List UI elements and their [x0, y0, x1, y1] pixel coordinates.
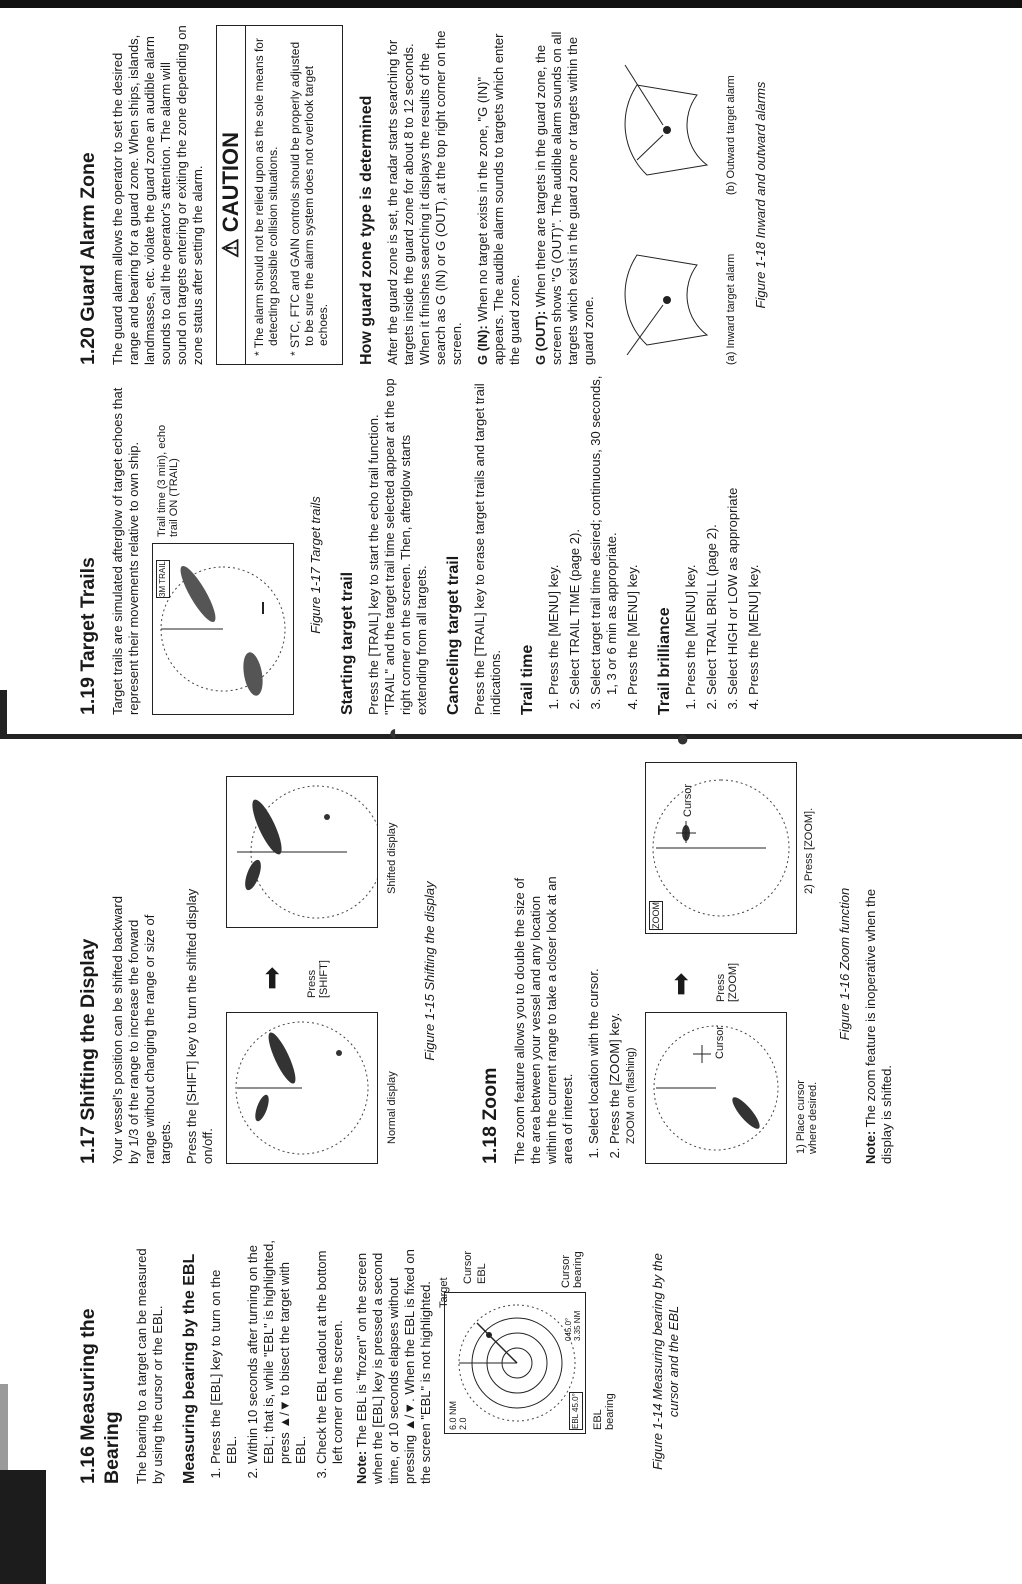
figure-alarms [607, 25, 747, 365]
radar-screen-zoomed [645, 762, 797, 934]
figure-caption: Figure 1-16 Zoom function [837, 887, 852, 1041]
shifted-label: Shifted display [386, 822, 398, 894]
figure-caption: Figure 1-14 Measuring bearing by the cursor and the EBL [650, 1253, 681, 1470]
trails-diagram [153, 544, 293, 714]
binding-hole-icon: ● [676, 726, 690, 751]
section-title: 1.16 Measuring the Bearing [77, 1308, 123, 1484]
note: Note: The zoom feature is inoperative when the display is shifted. [863, 888, 894, 1164]
steps-list [586, 694, 623, 1164]
press-shift-label: Press [SHIFT] [306, 960, 330, 998]
inward-label: (a) Inward target alarm [725, 253, 737, 365]
shifted-display-diagram [227, 777, 377, 927]
paragraph: After the guard zone is set, the radar starts searching for targets inside the guard zone for about 8 to 12 seconds. When it finishes searching it displays the results of the search as G (IN) or G (OUT), at the top right corner on the screen. [385, 30, 464, 365]
figure-zoom [625, 694, 831, 1164]
arrow-icon: ➡ [665, 972, 696, 996]
binding-hole-icon: ◖ [386, 720, 400, 745]
figure-caption: Figure 1-18 Inward and outward alarms [753, 81, 768, 309]
normal-display-diagram [227, 1013, 377, 1163]
paragraph: G (OUT): When there are targets in the guard zone, the screen shows "G (OUT)". The audible alarm sounds on all targets which exist in the guard zone or targets within the guard zone. [533, 31, 596, 365]
figure-shift [226, 694, 416, 1164]
figure-trails [152, 375, 302, 715]
caution-body [246, 26, 342, 364]
caution-box [216, 25, 343, 365]
list-item: 3. Check the EBL readout at the bottom left corner on the screen. [314, 1239, 346, 1464]
subsection-title: Canceling target trail [445, 555, 462, 715]
rings-label: 2.0 [458, 1417, 468, 1430]
section-title: 1.18 Zoom [479, 1067, 501, 1164]
target-label: Target [438, 1277, 450, 1308]
steps-list [546, 375, 641, 715]
section-title: 1.19 Target Trails [77, 557, 99, 715]
column-1-19 [36, 375, 770, 715]
paragraph: The zoom feature allows you to double the size of the area between your vessel and any location within the current range to take a closer look at an area of interest. [512, 876, 575, 1164]
zoom-badge: ZOOM [651, 902, 661, 929]
list-item: 2. Select TRAIL TIME (page 2). [567, 375, 583, 695]
subsection-title: How guard zone type is determined [358, 95, 375, 365]
radar-rings-diagram [445, 1293, 585, 1433]
subsection-title: Trail brilliance [656, 607, 673, 715]
list-item: 3. Select HIGH or LOW as appropriate [725, 375, 741, 695]
step2-label: 2) Press [ZOOM]. [803, 807, 815, 894]
range-label: 6.0 NM [448, 1400, 458, 1430]
column-1-17 [36, 694, 905, 1164]
list-item: 2. Select TRAIL BRILL (page 2). [704, 375, 720, 695]
paragraph: G (IN): When no target exists in the zone, "G (IN)" appears. The audible alarm sounds to targets which enter the guard zone. [475, 33, 522, 365]
outward-label: (b) Outward target alarm [725, 75, 737, 195]
ebl-readout: EBL 45.0° [569, 1392, 583, 1430]
ebl-label: EBL [476, 1263, 488, 1284]
alarm-zones-diagram [607, 35, 717, 365]
cursor-label: Cursor [682, 783, 694, 817]
step1-label: 1) Place cursor where desired. [795, 1080, 819, 1154]
ebl-bearing-label: EBL bearing [592, 1393, 616, 1430]
figure-caption: Figure 1-17 Target trails [308, 496, 323, 634]
paragraph: The bearing to a target can be measured by using the cursor or the EBL. [134, 1248, 165, 1484]
figure-bearing [438, 1239, 644, 1484]
paragraph: Press the [SHIFT] key to turn the shifted display on/off. [184, 888, 215, 1164]
cursor-bearing-label: Cursor bearing [560, 1251, 584, 1288]
list-item: 2. Within 10 seconds after turning on the EBL; that is, while "EBL" is highlighted, press ▲/▼ to bisect the target with EBL. [245, 1239, 309, 1464]
page-right [0, 0, 768, 735]
steps-list [683, 375, 762, 715]
after-zoom-diagram [646, 763, 796, 933]
note: Note: The EBL is "frozen" on the screen when the [EBL] key is pressed a second time, or 10 seconds elapses without pressing ▲/▼. When the EBL is fixed on the screen "EBL" is not highlighted. [354, 1249, 433, 1484]
radar-screen-normal [226, 1012, 378, 1164]
list-item: 1. Press the [MENU] key. [546, 375, 562, 695]
cursor-label: Cursor [714, 1025, 726, 1059]
cursor-readout: 045.0° [564, 1317, 573, 1341]
caution-title: ⚠ CAUTION [217, 26, 246, 364]
list-item: 3. Select target trail time desired; continuous, 30 seconds, 1, 3 or 6 min as appropriate. [588, 375, 620, 695]
normal-label: Normal display [386, 1071, 398, 1144]
list-item: 1. Select location with the cursor. [586, 694, 602, 1144]
paragraph: Press the [TRAIL] key to start the echo trail function. "TRAIL" and the target trail time selected appear at the top right corner on the screen. Then, afterglow starts extending from all targets. [366, 378, 429, 715]
list-item: 1. Press the [MENU] key. [683, 375, 699, 695]
paragraph: Your vessel's position can be shifted backward by 1/3 of the range to increase the forward range without changing the range or size of targets. [110, 896, 173, 1164]
paragraph: Target trails are simulated afterglow of target echoes that represent their movements relative to own ship. [110, 387, 141, 715]
list-item: 1. Press the [EBL] key to turn on the EBL. [208, 1239, 240, 1464]
list-item: 2. Press the [ZOOM] key. [607, 694, 623, 1144]
radar-screen-before [645, 1012, 787, 1164]
column-1-16 [36, 1239, 692, 1484]
column-1-20 [36, 25, 779, 365]
list-item: 4. Press the [MENU] key. [746, 375, 762, 695]
steps-list [208, 1239, 346, 1484]
radar-screen-trails [152, 543, 294, 715]
paragraph: Press the [TRAIL] key to erase target trails and target trail indications. [472, 383, 503, 715]
trail-badge: 3M TRAIL [156, 560, 170, 598]
subsection-title: Measuring bearing by the EBL [181, 1253, 198, 1484]
press-zoom-label: Press [ZOOM] [715, 962, 739, 1002]
caution-item: * STC, FTC and GAIN controls should be properly adjusted to be sure the alarm system does not overlook target echoes. [288, 41, 330, 356]
section-title: 1.20 Guard Alarm Zone [77, 152, 99, 365]
subsection-title: Trail time [519, 644, 536, 715]
warning-icon: ⚠ [218, 238, 243, 259]
list-item: 4. Press the [MENU] key. [625, 375, 641, 695]
subsection-title: Starting target trail [339, 571, 356, 715]
section-title: 1.17 Shifting the Display [77, 938, 99, 1164]
paragraph: The guard alarm allows the operator to set the desired range and bearing for a guard zone. When ships, islands, landmasses, etc. violate the guard zone an audible alarm sounds to call the operator's attention. The alarm will sound on targets entering or exiting the zone depending on zone status after setting the alarm. [110, 25, 205, 365]
trail-time-label: Trail time (3 min), echo trail ON (TRAIL) [156, 424, 180, 537]
zoom-on-label: ZOOM on (flashing) [625, 1047, 637, 1144]
arrow-icon: ➡ [256, 966, 287, 990]
cursor-label: Cursor [462, 1250, 474, 1284]
caution-item: * The alarm should not be relied upon as the sole means for detecting possible collision situations. [252, 38, 280, 356]
radar-screen [444, 1292, 586, 1434]
radar-screen-shifted [226, 776, 378, 928]
figure-caption: Figure 1-15 Shifting the display [422, 881, 437, 1061]
cursor-range: 3.35 NM [573, 1310, 582, 1341]
